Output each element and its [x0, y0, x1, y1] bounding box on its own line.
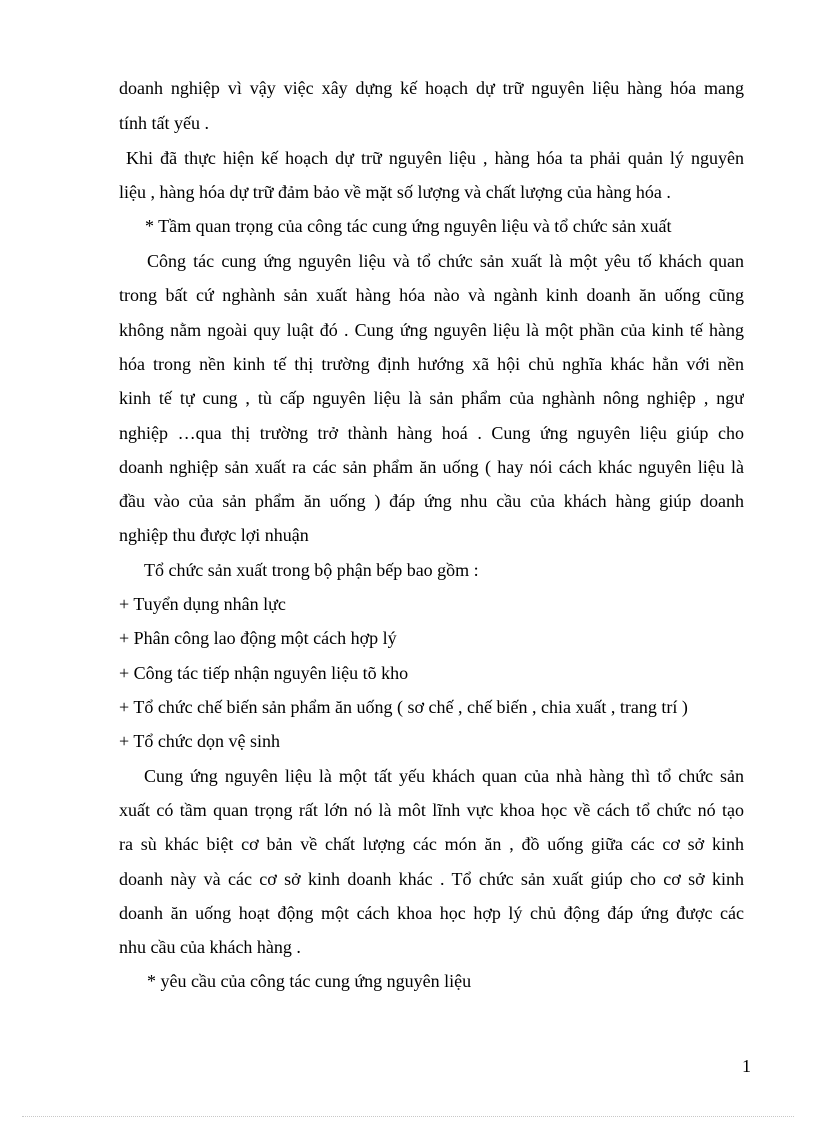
- paragraph-line: nghiệp thu được lợi nhuận: [119, 525, 309, 545]
- paragraph-line: hóa trong nền kinh tế thị trường định hướng xã hội chủ nghĩa khác hẳn với nền: [119, 354, 744, 374]
- paragraph-line: doanh nghiệp vì vậy việc xây dựng kế hoạch dự trữ nguyên liệu hàng hóa mang: [119, 78, 744, 98]
- paragraph-line: doanh này và các cơ sở kinh doanh khác . Tổ chức sản xuất giúp cho cơ sở kinh: [119, 869, 744, 889]
- list-item: + Công tác tiếp nhận nguyên liệu tõ kho: [119, 663, 409, 683]
- paragraph-line: nhu cầu của khách hàng .: [119, 937, 301, 957]
- paragraph-line: Tổ chức sản xuất trong bộ phận bếp bao gồm :: [144, 560, 479, 580]
- page-bottom-rule: [22, 1116, 794, 1117]
- paragraph-line: Khi đã thực hiện kế hoạch dự trữ nguyên liệu , hàng hóa ta phải quản lý nguyên: [126, 148, 744, 168]
- paragraph-line: Cung ứng nguyên liệu là một tất yếu khách quan của nhà hàng thì tổ chức sản: [144, 766, 744, 786]
- paragraph-line: liệu , hàng hóa dự trữ đảm bảo về mặt số lượng và chất lượng của hàng hóa .: [119, 182, 671, 202]
- list-item: + Tổ chức chế biến sản phẩm ăn uống ( sơ chế , chế biến , chia xuất , trang trí ): [119, 697, 688, 717]
- section-heading: * Tầm quan trọng của công tác cung ứng nguyên liệu và tổ chức sản xuất: [145, 216, 672, 236]
- paragraph-line: Công tác cung ứng nguyên liệu và tổ chức sản xuất là một yêu tố khách quan: [147, 251, 744, 271]
- list-item: + Tuyển dụng nhân lực: [119, 594, 286, 614]
- paragraph-line: nghiệp …qua thị trường trở thành hàng hoá . Cung ứng nguyên liệu giúp cho: [119, 423, 744, 443]
- paragraph-line: đầu vào của sản phẩm ăn uống ) đáp ứng nhu cầu của khách hàng giúp doanh: [119, 491, 744, 511]
- paragraph-line: ra sù khác biệt cơ bản về chất lượng các món ăn , đồ uống giữa các cơ sở kinh: [119, 834, 744, 854]
- paragraph-line: doanh ăn uống hoạt động một cách khoa học hợp lý chủ động đáp ứng được các: [119, 903, 744, 923]
- paragraph-line: xuất có tầm quan trọng rất lớn nó là môt lĩnh vực khoa học về cách tổ chức nó tạo: [119, 800, 744, 820]
- paragraph-line: kinh tế tự cung , tù cấp nguyên liệu là sản phẩm của nghành nông nghiệp , ngư: [119, 388, 744, 408]
- list-item: + Tổ chức dọn vệ sinh: [119, 731, 281, 751]
- page-number: 1: [742, 1056, 751, 1076]
- list-item: + Phân công lao động một cách hợp lý: [119, 628, 397, 648]
- section-heading: * yêu cầu của công tác cung ứng nguyên liệu: [147, 971, 472, 991]
- paragraph-line: tính tất yếu .: [119, 113, 209, 133]
- paragraph-line: trong bất cứ nghành sản xuất hàng hóa nào và ngành kinh doanh ăn uống cũng: [119, 285, 744, 305]
- paragraph-line: doanh nghiệp sản xuất ra các sản phẩm ăn uống ( hay nói cách khác nguyên liệu là: [119, 457, 744, 477]
- paragraph-line: không nằm ngoài quy luật đó . Cung ứng nguyên liệu là một phần của kinh tế hàng: [119, 320, 744, 340]
